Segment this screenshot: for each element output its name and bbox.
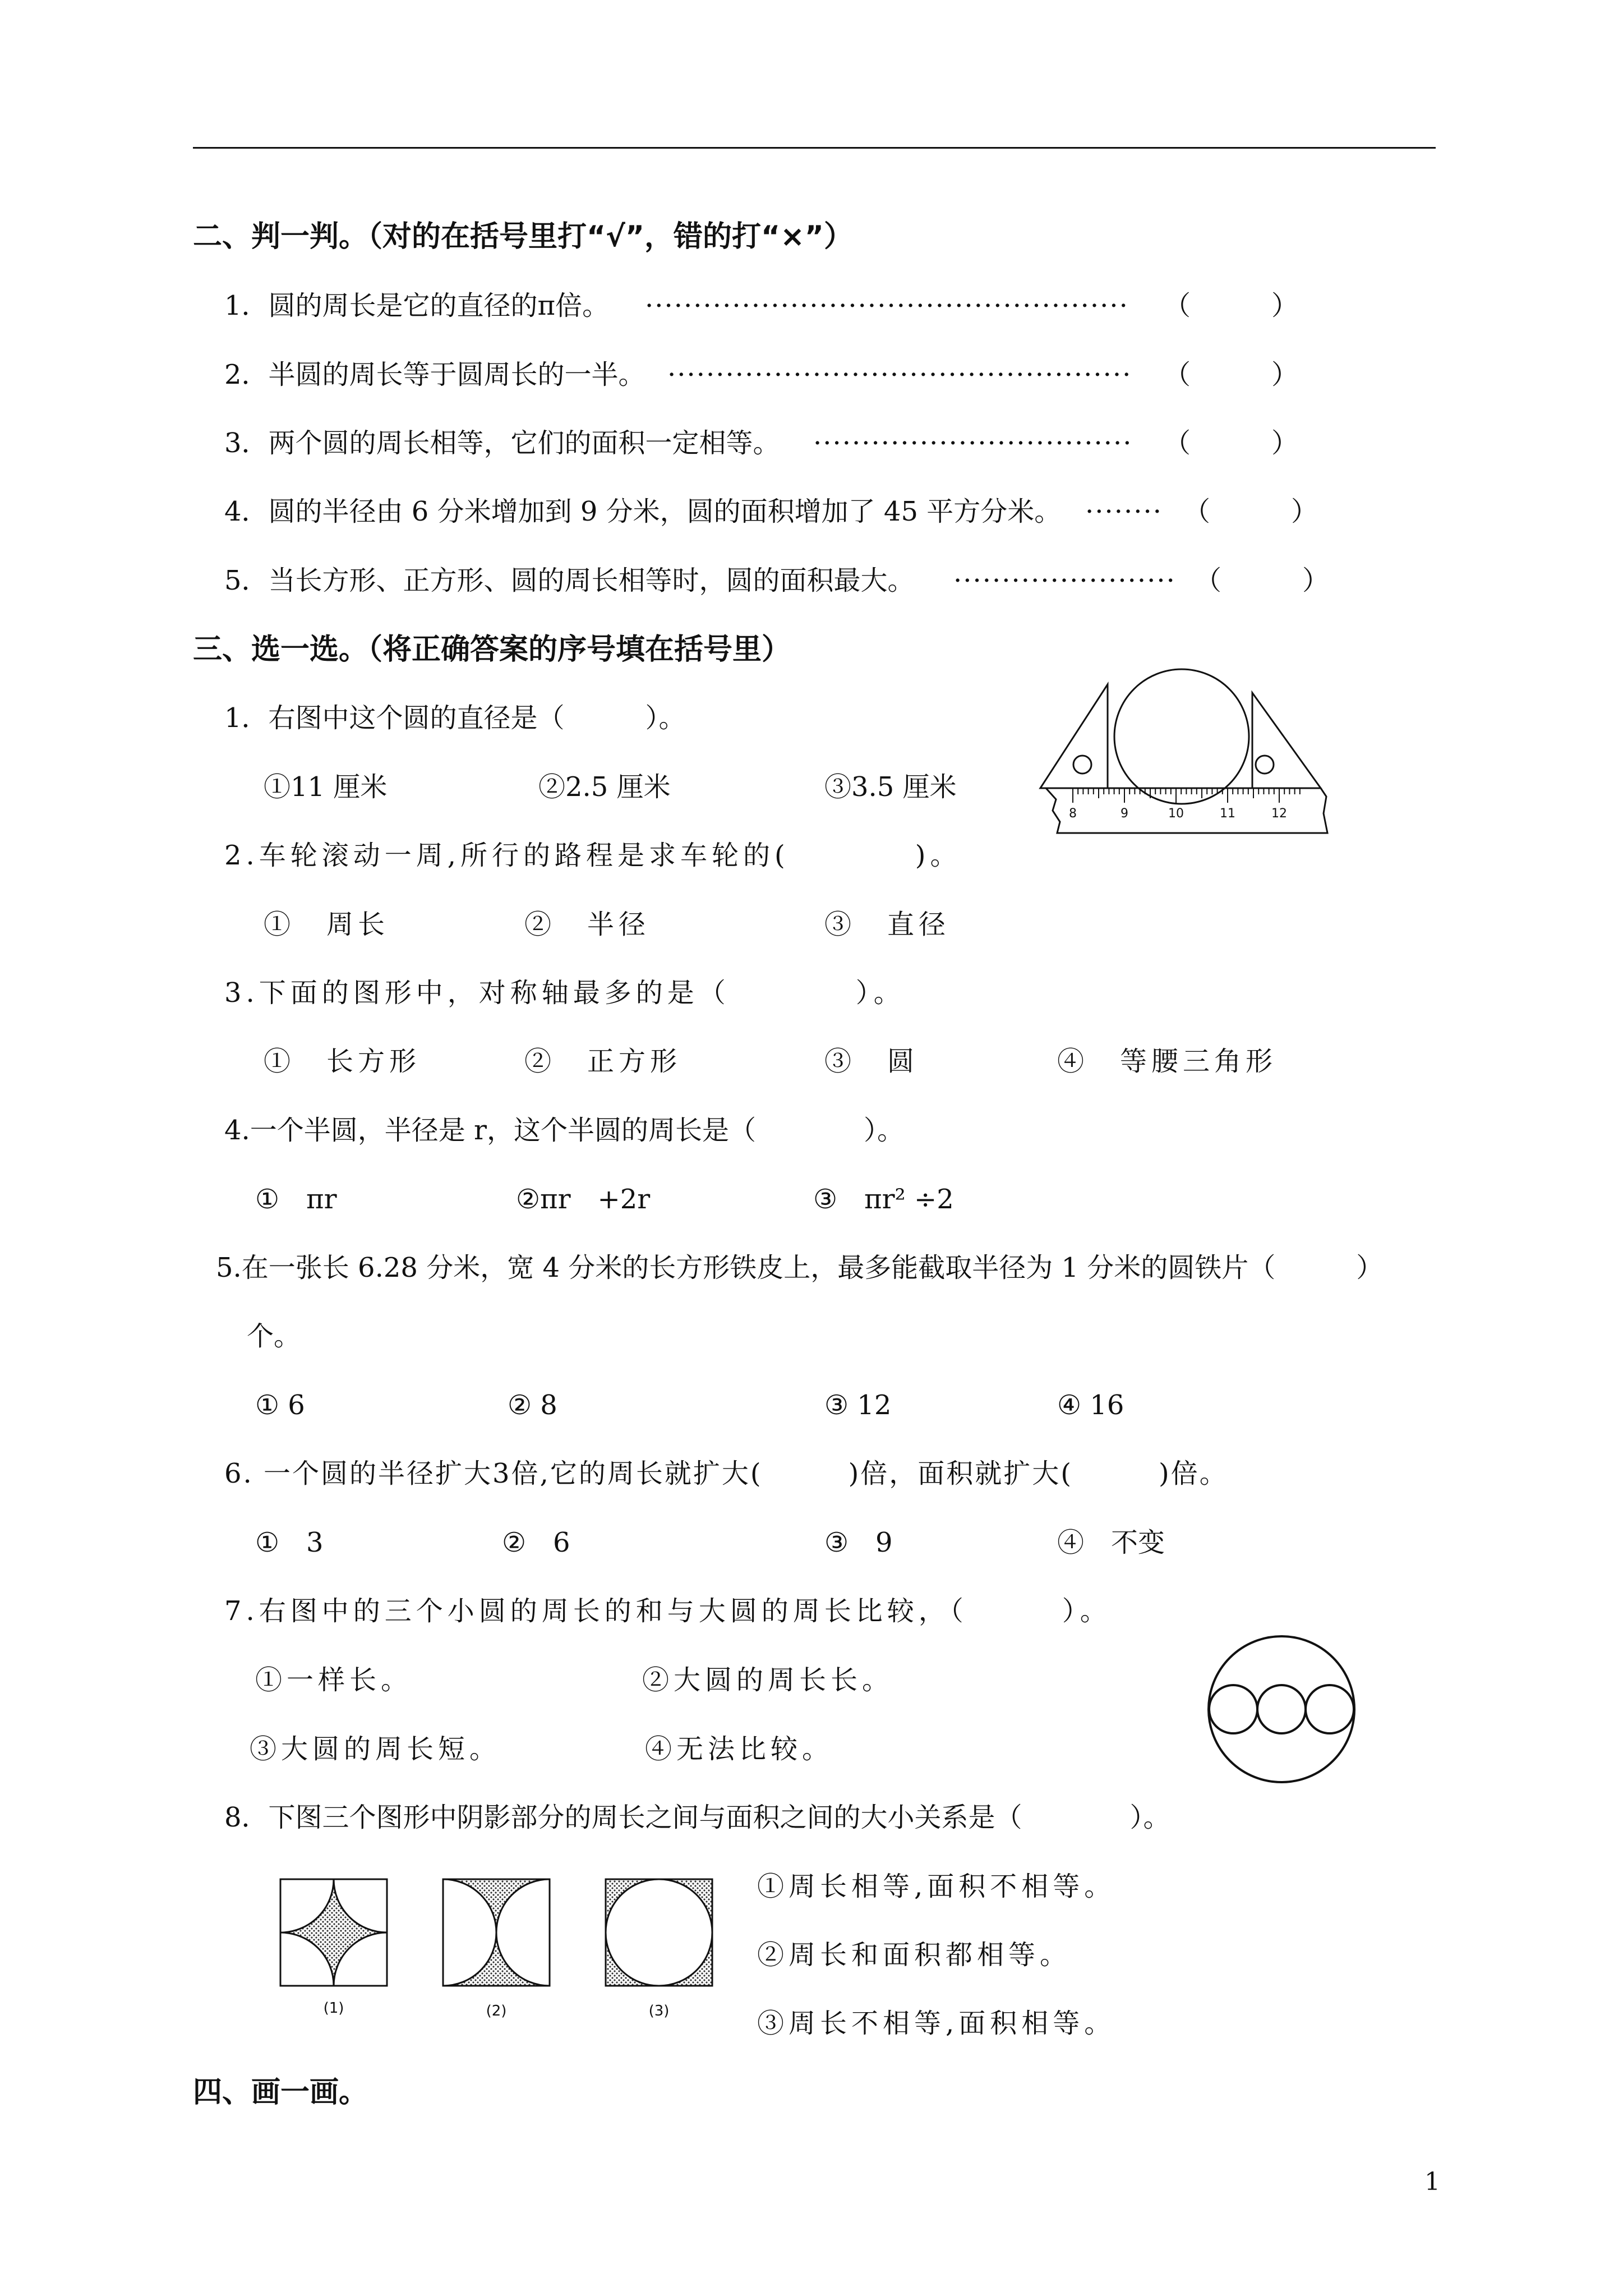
section3-heading: 三、选一选。（将正确答案的序号填在括号里）	[193, 633, 791, 666]
small-circle-left	[1209, 1685, 1257, 1733]
answer-blank[interactable]: （ ）	[1164, 427, 1299, 459]
ruler-label-9: 9	[1121, 807, 1128, 821]
q1-option-1: ①11 厘米	[264, 771, 388, 803]
choice-q2: 2.车轮滚动一周,所行的路程是求车轮的( )。	[224, 840, 962, 871]
figure-3	[606, 1879, 712, 1986]
header-rule	[193, 147, 1436, 149]
figure-1-label: (1)	[323, 2000, 344, 2017]
big-circle	[1209, 1636, 1354, 1782]
judge-item-2: 2．半圆的周长等于圆周长的一半。	[224, 359, 645, 390]
right-triangle-hole	[1256, 756, 1274, 774]
choice-q6: 6. 一个圆的半径扩大3倍,它的周长就扩大( )倍，面积就扩大( )倍。	[224, 1458, 1228, 1489]
answer-blank[interactable]: （ ）	[1164, 359, 1299, 390]
q7-option-2: ②大圆的周长长。	[642, 1664, 894, 1696]
judge-item-3: 3．两个圆的周长相等，它们的面积一定相等。	[224, 427, 780, 459]
measured-circle	[1114, 669, 1249, 804]
q4-option-2: ②πr +2r	[516, 1184, 651, 1215]
section2-heading: 二、判一判。（对的在括号里打“√”，错的打“×”）	[193, 220, 853, 254]
leader-dots: ·································	[813, 427, 1133, 459]
ruler-label-12: 12	[1271, 807, 1287, 821]
q1-option-3: ③3.5 厘米	[824, 771, 957, 803]
q5-continuation: 个。	[247, 1320, 301, 1352]
q2-option-3: ③ 直径	[824, 909, 951, 940]
leader-dots: ········	[1085, 496, 1163, 527]
q5-option-1: ① 6	[255, 1389, 305, 1421]
left-triangle-hole	[1073, 756, 1091, 774]
q1-option-2: ②2.5 厘米	[538, 771, 671, 803]
answer-blank[interactable]: （ ）	[1195, 565, 1330, 596]
q7-option-4: ④无法比较。	[645, 1733, 834, 1765]
leader-dots: ··················································	[645, 290, 1129, 321]
q3-option-1: ① 长方形	[264, 1046, 421, 1077]
q3-option-2: ② 正方形	[524, 1046, 682, 1077]
figure-3-label: (3)	[648, 2003, 670, 2019]
q7-option-3: ③大圆的周长短。	[250, 1733, 501, 1765]
ruler-label-11: 11	[1220, 807, 1235, 821]
q6-option-1: ① 3	[255, 1527, 324, 1558]
q8-option-3: ③周长不相等,面积相等。	[757, 2008, 1116, 2039]
ruler-circle-figure	[1035, 676, 1332, 844]
figure-2-label: (2)	[486, 2003, 507, 2019]
q2-option-1: ① 周长	[264, 909, 390, 940]
q3-option-3: ③ 圆	[824, 1046, 919, 1077]
leader-dots: ················································	[667, 359, 1132, 390]
figure-1	[280, 1879, 387, 1986]
q4-option-1: ① πr	[255, 1184, 337, 1215]
choice-q3: 3.下面的图形中，对称轴最多的是（ ）。	[224, 977, 905, 1009]
section4-heading: 四、画一画。	[193, 2076, 368, 2109]
ruler-label-10: 10	[1168, 807, 1184, 821]
judge-item-5: 5．当长方形、正方形、圆的周长相等时，圆的面积最大。	[224, 565, 915, 596]
choice-q8: 8．下图三个图形中阴影部分的周长之间与面积之间的大小关系是（ ）。	[224, 1802, 1170, 1833]
small-circle-right	[1306, 1685, 1354, 1733]
ruler-tick-marks	[1073, 788, 1300, 803]
q5-option-2: ② 8	[508, 1389, 557, 1421]
leader-dots: ·······················	[953, 565, 1176, 596]
q7-option-1: ①一样长。	[255, 1664, 413, 1696]
q6-option-2: ② 6	[502, 1527, 570, 1558]
q8-option-2: ②周长和面积都相等。	[757, 1939, 1072, 1971]
choice-q1: 1．右图中这个圆的直径是（ ）。	[224, 702, 686, 734]
judge-item-1: 1．圆的周长是它的直径的π倍。	[224, 290, 610, 321]
small-circle-middle	[1257, 1685, 1306, 1733]
left-set-square	[1040, 684, 1108, 788]
answer-blank[interactable]: （ ）	[1183, 496, 1318, 527]
ruler-label-8: 8	[1069, 807, 1077, 821]
choice-q4: 4.一个半圆，半径是 r，这个半圆的周长是（ ）。	[224, 1115, 905, 1146]
choice-q7: 7.右图中的三个小圆的周长的和与大圆的周长比较，（ ）。	[224, 1595, 1112, 1627]
judge-item-4: 4．圆的半径由 6 分米增加到 9 分米，圆的面积增加了 45 平方分米。	[224, 496, 1062, 527]
q6-option-3: ③ 9	[824, 1527, 893, 1558]
q2-option-2: ② 半径	[524, 909, 651, 940]
answer-blank[interactable]: （ ）	[1164, 290, 1299, 321]
figure-2	[443, 1879, 550, 1986]
shaded-figures	[275, 1874, 740, 2025]
q5-option-3: ③ 12	[824, 1389, 892, 1421]
three-small-circles-figure	[1206, 1634, 1357, 1785]
q3-option-4: ④ 等腰三角形	[1057, 1046, 1278, 1077]
q6-option-4: ④ 不变	[1057, 1527, 1165, 1558]
q5-option-4: ④ 16	[1057, 1389, 1124, 1421]
page-number: 1	[1424, 2168, 1440, 2196]
choice-q5: 5.在一张长 6.28 分米，宽 4 分米的长方形铁皮上，最多能截取半径为 1 分米的圆铁片（ ）	[216, 1252, 1384, 1283]
q4-option-3: ③ πr² ÷2	[813, 1184, 954, 1215]
q8-option-1: ①周长相等,面积不相等。	[757, 1871, 1116, 1902]
